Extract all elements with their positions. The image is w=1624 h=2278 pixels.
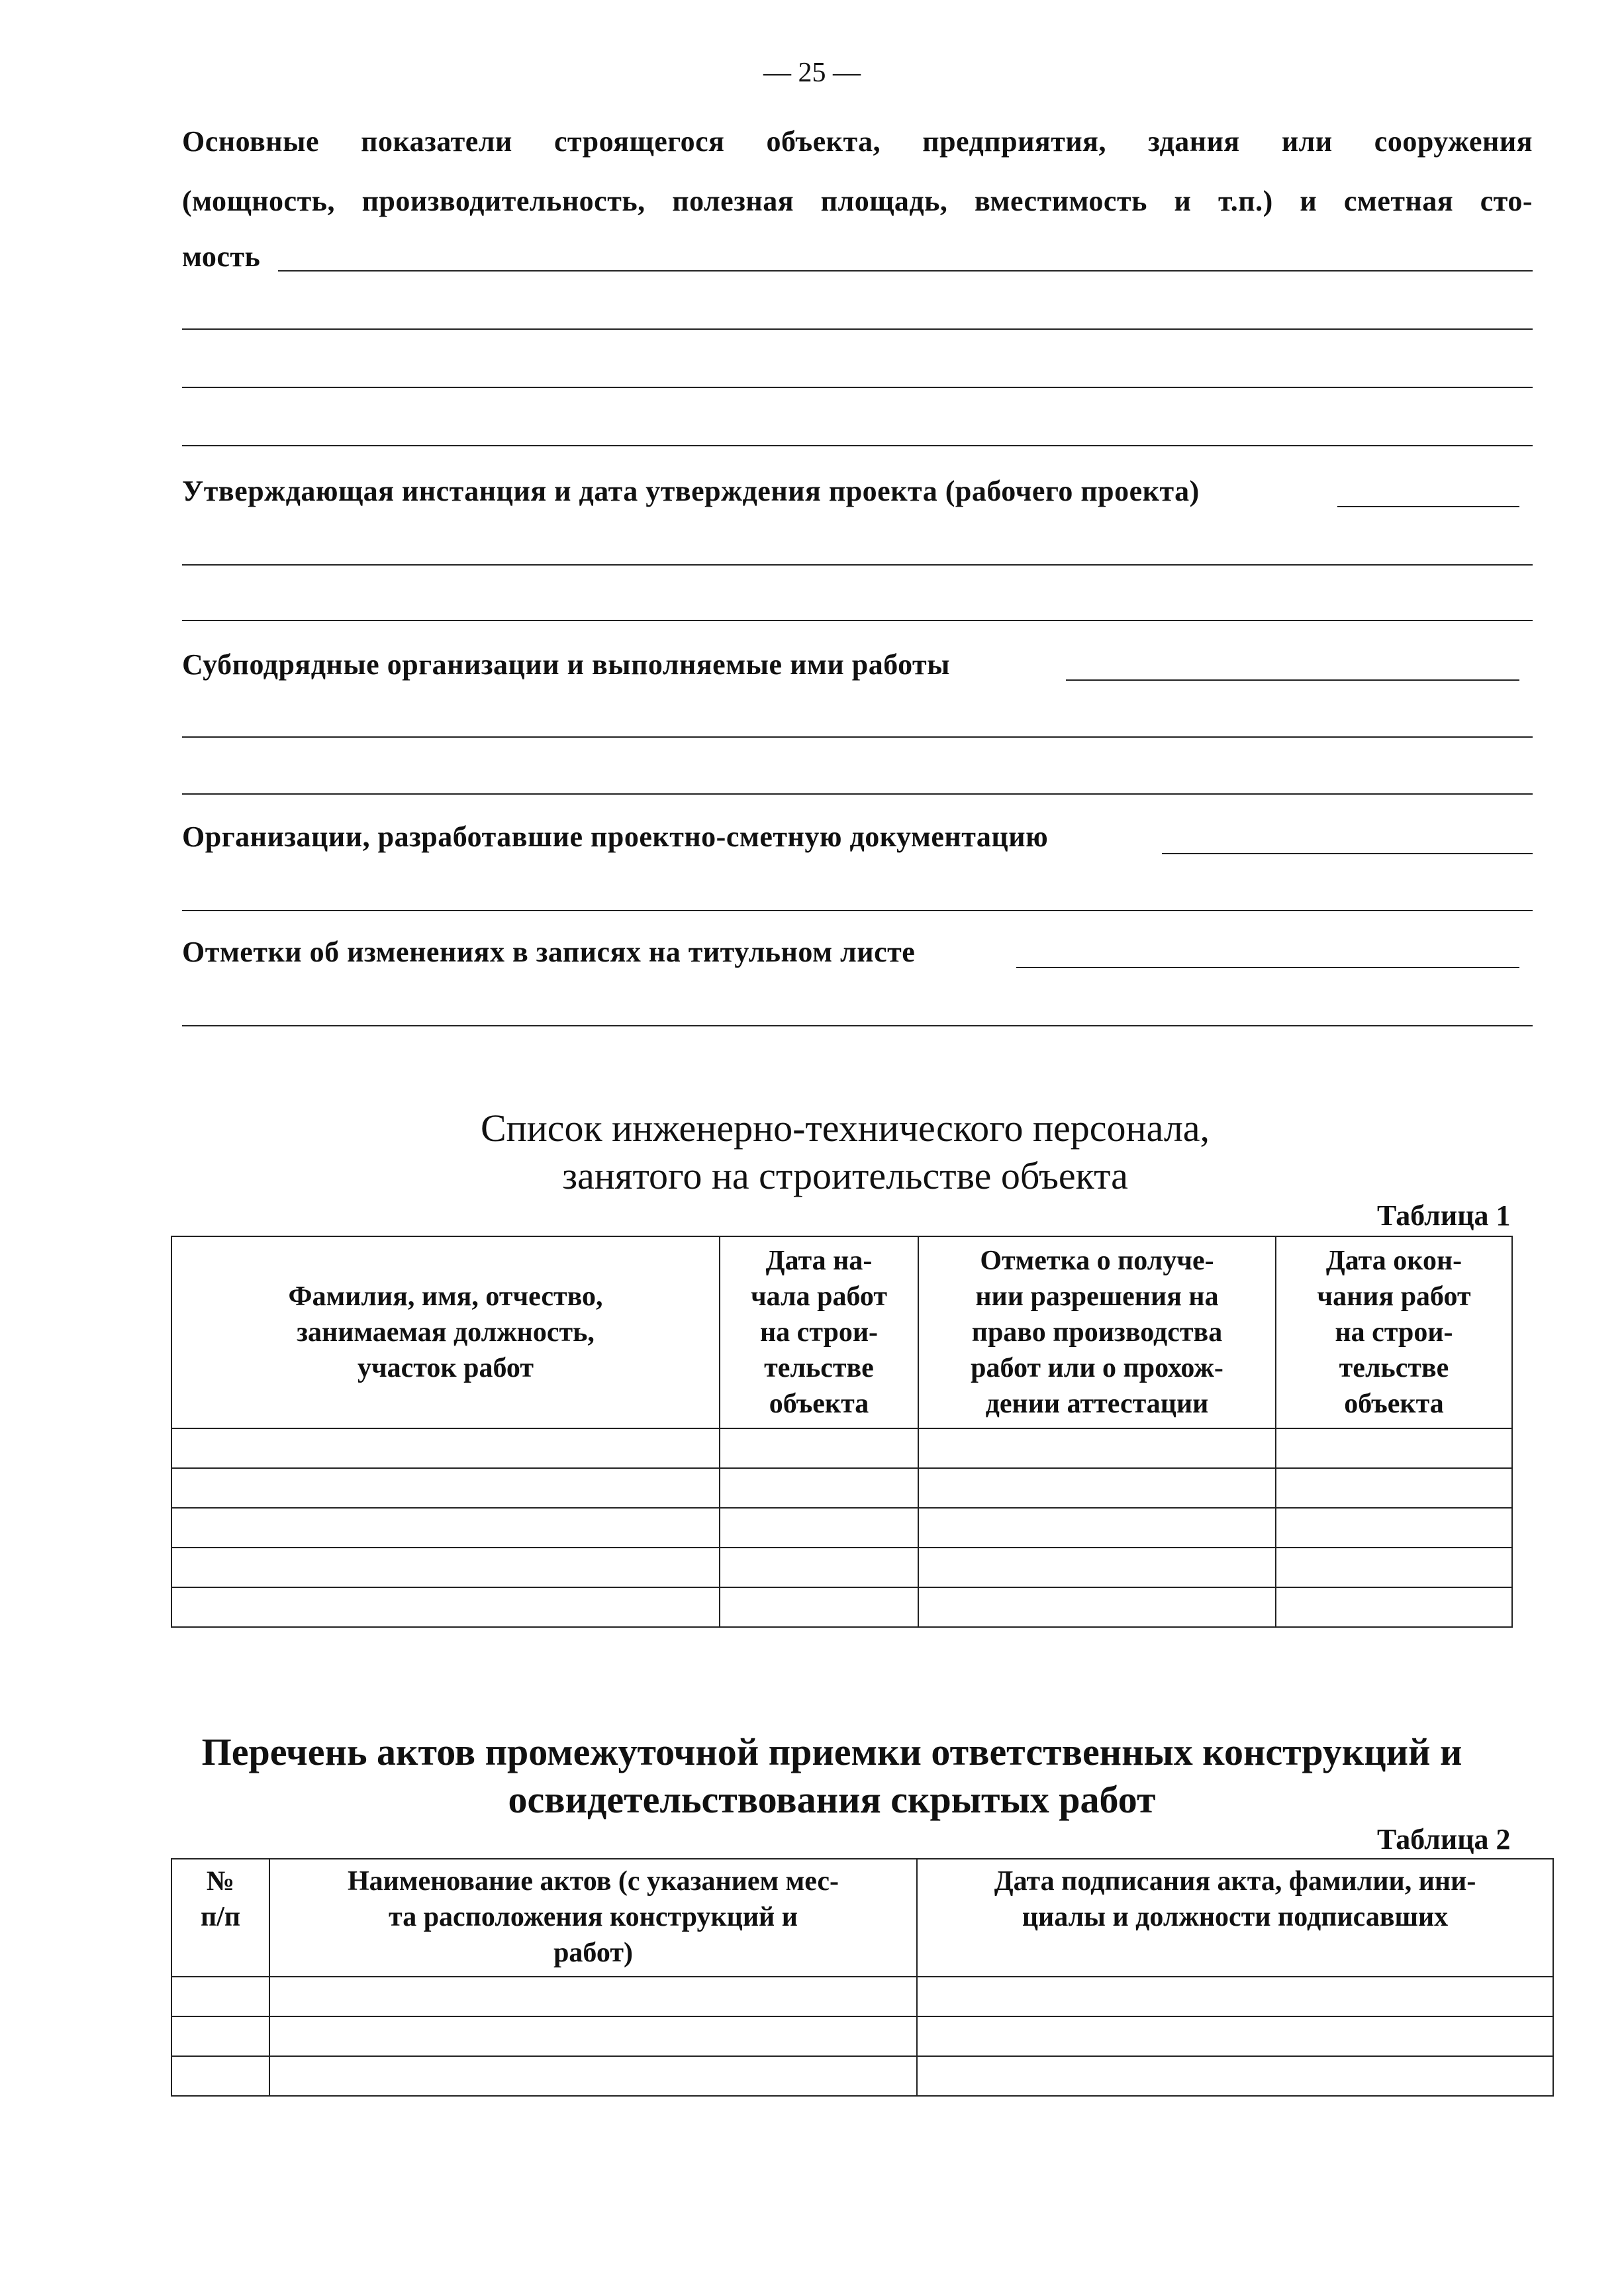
indicators-fill-line[interactable] (278, 270, 1533, 272)
table1-empty-cell[interactable] (720, 1548, 918, 1587)
table2-empty-cell[interactable] (917, 1977, 1553, 2016)
table1-empty-cell[interactable] (918, 1548, 1276, 1587)
table-row (171, 1428, 1512, 1468)
table1-empty-cell[interactable] (171, 1428, 720, 1468)
approval-fill-line[interactable] (1337, 506, 1519, 507)
table1-empty-cell[interactable] (1276, 1468, 1512, 1508)
table2-empty-cell[interactable] (917, 2016, 1553, 2056)
table1-empty-cell[interactable] (918, 1508, 1276, 1548)
subcontractors-fill-line[interactable] (182, 793, 1533, 795)
table2-empty-cell[interactable] (171, 2056, 269, 2096)
table1-empty-cell[interactable] (171, 1587, 720, 1627)
table1-header-permit: Отметка о получе- нии разрешения на право производства работ или о прохож- дении аттестации (918, 1236, 1276, 1428)
table-row (171, 1468, 1512, 1508)
table1-empty-cell[interactable] (1276, 1587, 1512, 1627)
indicators-label-line2: (мощность, производительность, полезная площадь, вместимость и т.п.) и сметная сто- (182, 185, 1533, 217)
table-row (171, 1508, 1512, 1548)
approval-label: Утверждающая инстанция и дата утверждения проекта (рабочего проекта) (182, 475, 1200, 507)
subcontractors-fill-line[interactable] (1066, 679, 1519, 681)
personnel-table (171, 1236, 1513, 1628)
table1-title-line2: занятого на строительстве объекта (562, 1154, 1128, 1197)
table1-body (171, 1428, 1512, 1627)
acts-table (171, 1858, 1554, 2097)
table1-empty-cell[interactable] (1276, 1428, 1512, 1468)
page-number: — 25 — (763, 58, 861, 88)
indicators-label-line1: Основные показатели строящегося объекта, предприятия, здания или сооружения (182, 125, 1533, 158)
table2-empty-cell[interactable] (171, 2016, 269, 2056)
table1-empty-cell[interactable] (918, 1587, 1276, 1627)
table2-title-line2: освидетельствования скрытых работ (508, 1778, 1156, 1821)
table1-empty-cell[interactable] (1276, 1548, 1512, 1587)
title-changes-label: Отметки об изменениях в записях на титульном листе (182, 936, 916, 968)
subcontractors-label: Субподрядные организации и выполняемые ими работы (182, 648, 951, 681)
table2-empty-cell[interactable] (269, 1977, 917, 2016)
table1-header-name: Фамилия, имя, отчество, занимаемая должность, участок работ (171, 1236, 720, 1428)
table1-empty-cell[interactable] (720, 1587, 918, 1627)
table2-label: Таблица 2 (1377, 1823, 1511, 1856)
table2-header-row (171, 1859, 1553, 1977)
table1-header-start-date: Дата на- чала работ на строи- тельстве объекта (720, 1236, 918, 1428)
table2-empty-cell[interactable] (269, 2056, 917, 2096)
table2-empty-cell[interactable] (269, 2016, 917, 2056)
table2-empty-cell[interactable] (171, 1977, 269, 2016)
table2-header-number: № п/п (171, 1859, 269, 1977)
table1-empty-cell[interactable] (1276, 1508, 1512, 1548)
title-changes-fill-line[interactable] (1016, 967, 1519, 968)
subcontractors-fill-line[interactable] (182, 736, 1533, 738)
design-orgs-fill-line[interactable] (182, 910, 1533, 911)
table-row (171, 1977, 1553, 2016)
indicators-label-line3: мость (182, 240, 261, 273)
table2-title-line1: Перечень актов промежуточной приемки ответственных конструкций и (201, 1730, 1462, 1773)
table1-empty-cell[interactable] (918, 1468, 1276, 1508)
table-row (171, 2056, 1553, 2096)
approval-fill-line[interactable] (182, 564, 1533, 566)
table1-empty-cell[interactable] (720, 1428, 918, 1468)
indicators-fill-line[interactable] (182, 328, 1533, 330)
table2-body (171, 1977, 1553, 2096)
indicators-fill-line[interactable] (182, 387, 1533, 388)
design-orgs-label: Организации, разработавшие проектно-сметную документацию (182, 820, 1049, 853)
table1-empty-cell[interactable] (171, 1548, 720, 1587)
table2-header-act-name: Наименование актов (с указанием мес- та расположения конструкций и работ) (269, 1859, 917, 1977)
table1-empty-cell[interactable] (171, 1508, 720, 1548)
table1-empty-cell[interactable] (720, 1508, 918, 1548)
table1-empty-cell[interactable] (918, 1428, 1276, 1468)
table1-label: Таблица 1 (1377, 1199, 1511, 1232)
indicators-fill-line[interactable] (182, 445, 1533, 446)
table1-title-line1: Список инженерно-технического персонала, (480, 1107, 1210, 1150)
design-orgs-fill-line[interactable] (1162, 853, 1533, 854)
table2-header-signing: Дата подписания акта, фамилии, ини- циалы и должности подписавших (917, 1859, 1553, 1977)
title-changes-fill-line[interactable] (182, 1025, 1533, 1026)
table2-empty-cell[interactable] (917, 2056, 1553, 2096)
table-row (171, 1548, 1512, 1587)
table1-empty-cell[interactable] (171, 1468, 720, 1508)
table1-empty-cell[interactable] (720, 1468, 918, 1508)
table1-header-row (171, 1236, 1512, 1428)
table-row (171, 2016, 1553, 2056)
table1-header-end-date: Дата окон- чания работ на строи- тельстве объекта (1276, 1236, 1512, 1428)
table-row (171, 1587, 1512, 1627)
approval-fill-line[interactable] (182, 620, 1533, 621)
